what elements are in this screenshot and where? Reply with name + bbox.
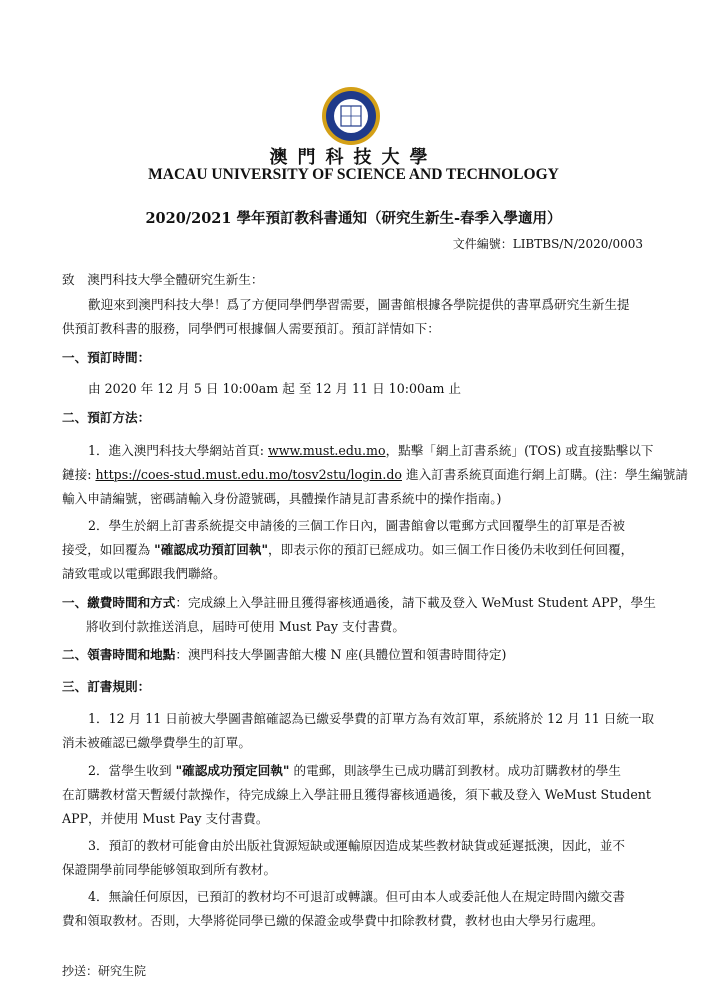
confirmation-receipt-label: "確認成功預訂回執" (154, 542, 269, 557)
university-name-english: MACAU UNIVERSITY OF SCIENCE AND TECHNOLOGY (148, 166, 559, 183)
text: 的電郵，則該學生已成功購訂到教材。成功訂購教材的學生 (289, 763, 621, 778)
method-2-line-1: 2．學生於網上訂書系統提交申請後的三個工作日內，圖書館會以電郵方式回覆學生的訂單是否被 (88, 518, 625, 533)
method-2-line-3: 請致電或以電郵跟我們聯絡。 (62, 566, 226, 581)
method-1-line-3: 輸入申請編號，密碼請輸入身份證號碼，具體操作請見訂書系統中的操作指南。) (62, 491, 502, 506)
rule-1-line-2: 消未被確認已繳學費學生的訂單。 (62, 735, 251, 750)
section-number: 一、 (62, 350, 88, 365)
section-title: 繳費時間和方式 (87, 595, 176, 610)
section-4-line (62, 647, 652, 663)
carbon-copy: 抄送：研究生院 (62, 964, 147, 978)
text: ：完成線上入學註冊且獲得審核通過後，請下載及登入 WeMust Student APP，學生 (175, 595, 656, 610)
website-link[interactable]: www.must.edu.mo (267, 443, 386, 458)
section-number: 二、 (62, 410, 88, 425)
section-title: 預訂時間： (87, 350, 151, 365)
greeting: 致 澳門科技大學全體研究生新生： (62, 272, 264, 287)
university-logo (321, 86, 381, 146)
section-3-line-1 (62, 595, 656, 611)
rule-1-line-1: 1．12 月 11 日前被大學圖書館確認為已繳妥學費的訂單方為有效訂單，系統將於 12 月 11 日統一取 (88, 711, 655, 726)
text: 接受，如回覆為 (62, 542, 155, 557)
rule-3-line-1: 3．預訂的教材可能會由於出版社貨源短缺或運輸原因造成某些教材缺貨或延遲抵澳，因此，並不 (88, 838, 625, 853)
intro-line-1: 歡迎來到澳門科技大學！爲了方便同學們學習需要，圖書館根據各學院提供的書單爲研究生新生提 (88, 297, 630, 312)
section-number: 一、 (62, 595, 88, 610)
university-name-chinese: 澳門科技大學 (269, 147, 438, 168)
notice-title: 2020/2021 學年預訂教科書通知（研究生新生-春季入學適用） (145, 210, 562, 227)
rule-3-line-2: 保證開學前同學能够領取到所有教材。 (62, 862, 277, 877)
section-title: 預訂方法： (87, 410, 151, 425)
rule-4-line-2: 費和領取教材。否則，大學將從同學已繳的保證金或學費中扣除教材費，教材也由大學另行處理。 (62, 913, 604, 928)
text: 進入訂書系統頁面進行網上訂購。(注：學生編號請 (401, 467, 688, 482)
section-title: 訂書規則： (87, 679, 151, 694)
text: ，點擊「網上訂書系統」(TOS) 或直接點擊以下 (385, 443, 654, 458)
text: ，即表示你的預訂已經成功。如三個工作日後仍未收到任何回覆， (268, 542, 634, 557)
section-2-heading (62, 410, 652, 426)
confirmation-receipt-label: "確認成功預定回執" (175, 763, 290, 778)
section-1-heading (62, 350, 652, 366)
section-number: 三、 (62, 679, 88, 694)
text: 1．進入澳門科技大學網站首頁: (88, 443, 268, 458)
intro-line-2: 供預訂教科書的服務，同學們可根據個人需要預訂。預訂詳情如下： (62, 321, 440, 336)
method-1-line-2 (62, 467, 688, 483)
rule-2-line-1 (88, 763, 678, 779)
section-title: 領書時間和地點 (87, 647, 176, 662)
method-1-line-1 (88, 443, 678, 459)
rule-2-line-2: 在訂購教材當天暫緩付款操作，待完成線上入學註冊且獲得審核通過後，須下載及登入 WeMust Student (62, 787, 651, 802)
text: 2．當學生收到 (88, 763, 176, 778)
method-2-line-2 (62, 542, 652, 558)
section-3-line-2: 將收到付款推送消息，屆時可使用 Must Pay 支付書費。 (86, 619, 405, 634)
text: 鏈接: (62, 467, 96, 482)
section-number: 二、 (62, 647, 88, 662)
rule-2-line-3: APP，并使用 Must Pay 支付書費。 (62, 811, 269, 826)
order-system-link[interactable]: https://coes-stud.must.edu.mo/tosv2stu/login.do (95, 467, 402, 482)
order-period: 由 2020 年 12 月 5 日 10:00am 起 至 12 月 11 日 10:00am 止 (88, 381, 462, 396)
rule-4-line-1: 4．無論任何原因，已預訂的教材均不可退訂或轉讓。但可由本人或委託他人在規定時間內繳交書 (88, 889, 625, 904)
document-number: 文件編號：LIBTBS/N/2020/0003 (452, 237, 643, 251)
section-5-heading (62, 679, 652, 695)
text: ：澳門科技大學圖書館大樓 N 座(具體位置和領書時間待定) (175, 647, 507, 662)
